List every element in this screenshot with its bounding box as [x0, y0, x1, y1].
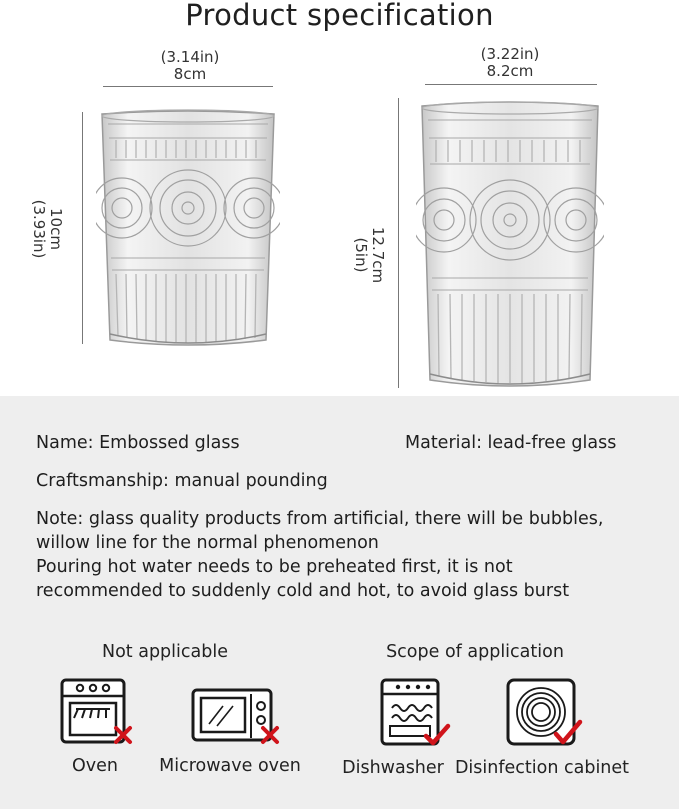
- tall-glass-width-label: [450, 46, 570, 80]
- product-material: Material: lead-free glass: [405, 433, 617, 453]
- tall-glass-width-cm: 8.2cm: [486, 62, 534, 80]
- product-name: Name: Embossed glass: [36, 433, 240, 453]
- scope-heading: Scope of application: [386, 642, 564, 662]
- note-line-3: Pouring hot water needs to be preheated first, it is not: [36, 557, 513, 577]
- short-glass-width-line: [103, 86, 273, 87]
- disinfection-cabinet-label: Disinfection cabinet: [454, 758, 630, 778]
- microwave-icon: [189, 686, 281, 748]
- short-glass-height-label: [30, 189, 64, 269]
- short-glass-height-cm: 10cm: [47, 208, 65, 250]
- tall-glass-width-in: (3.22in): [480, 45, 540, 63]
- product-craftsmanship: Craftsmanship: manual pounding: [36, 471, 328, 491]
- short-glass-width-in: (3.14in): [160, 48, 220, 66]
- tall-glass-width-line: [425, 84, 597, 85]
- page-title: Product specification: [185, 0, 494, 32]
- microwave-label: Microwave oven: [159, 756, 301, 776]
- note-line-1: Note: glass quality products from artificial, there will be bubbles,: [36, 509, 604, 529]
- not-applicable-heading: Not applicable: [102, 642, 228, 662]
- dishwasher-icon: [378, 676, 458, 750]
- note-line-2: willow line for the normal phenomenon: [36, 533, 379, 553]
- dishwasher-label: Dishwasher: [342, 758, 444, 778]
- short-glass-height-line: [82, 112, 83, 344]
- tall-glass-height-line: [398, 98, 399, 388]
- oven-icon: [58, 676, 136, 748]
- short-glass-height-in: (3.93in): [30, 199, 48, 259]
- disinfection-cabinet-icon: [504, 676, 588, 750]
- tall-glass-height-cm: 12.7cm: [369, 226, 387, 284]
- oven-label: Oven: [72, 756, 118, 776]
- note-line-4: recommended to suddenly cold and hot, to avoid glass burst: [36, 581, 570, 601]
- short-glass-image: [96, 108, 280, 354]
- tall-glass-image: [416, 98, 604, 394]
- tall-glass-height-label: [352, 210, 386, 300]
- short-glass-width-label: [130, 49, 250, 83]
- tall-glass-height-in: (5in): [352, 237, 370, 273]
- short-glass-width-cm: 8cm: [173, 65, 207, 83]
